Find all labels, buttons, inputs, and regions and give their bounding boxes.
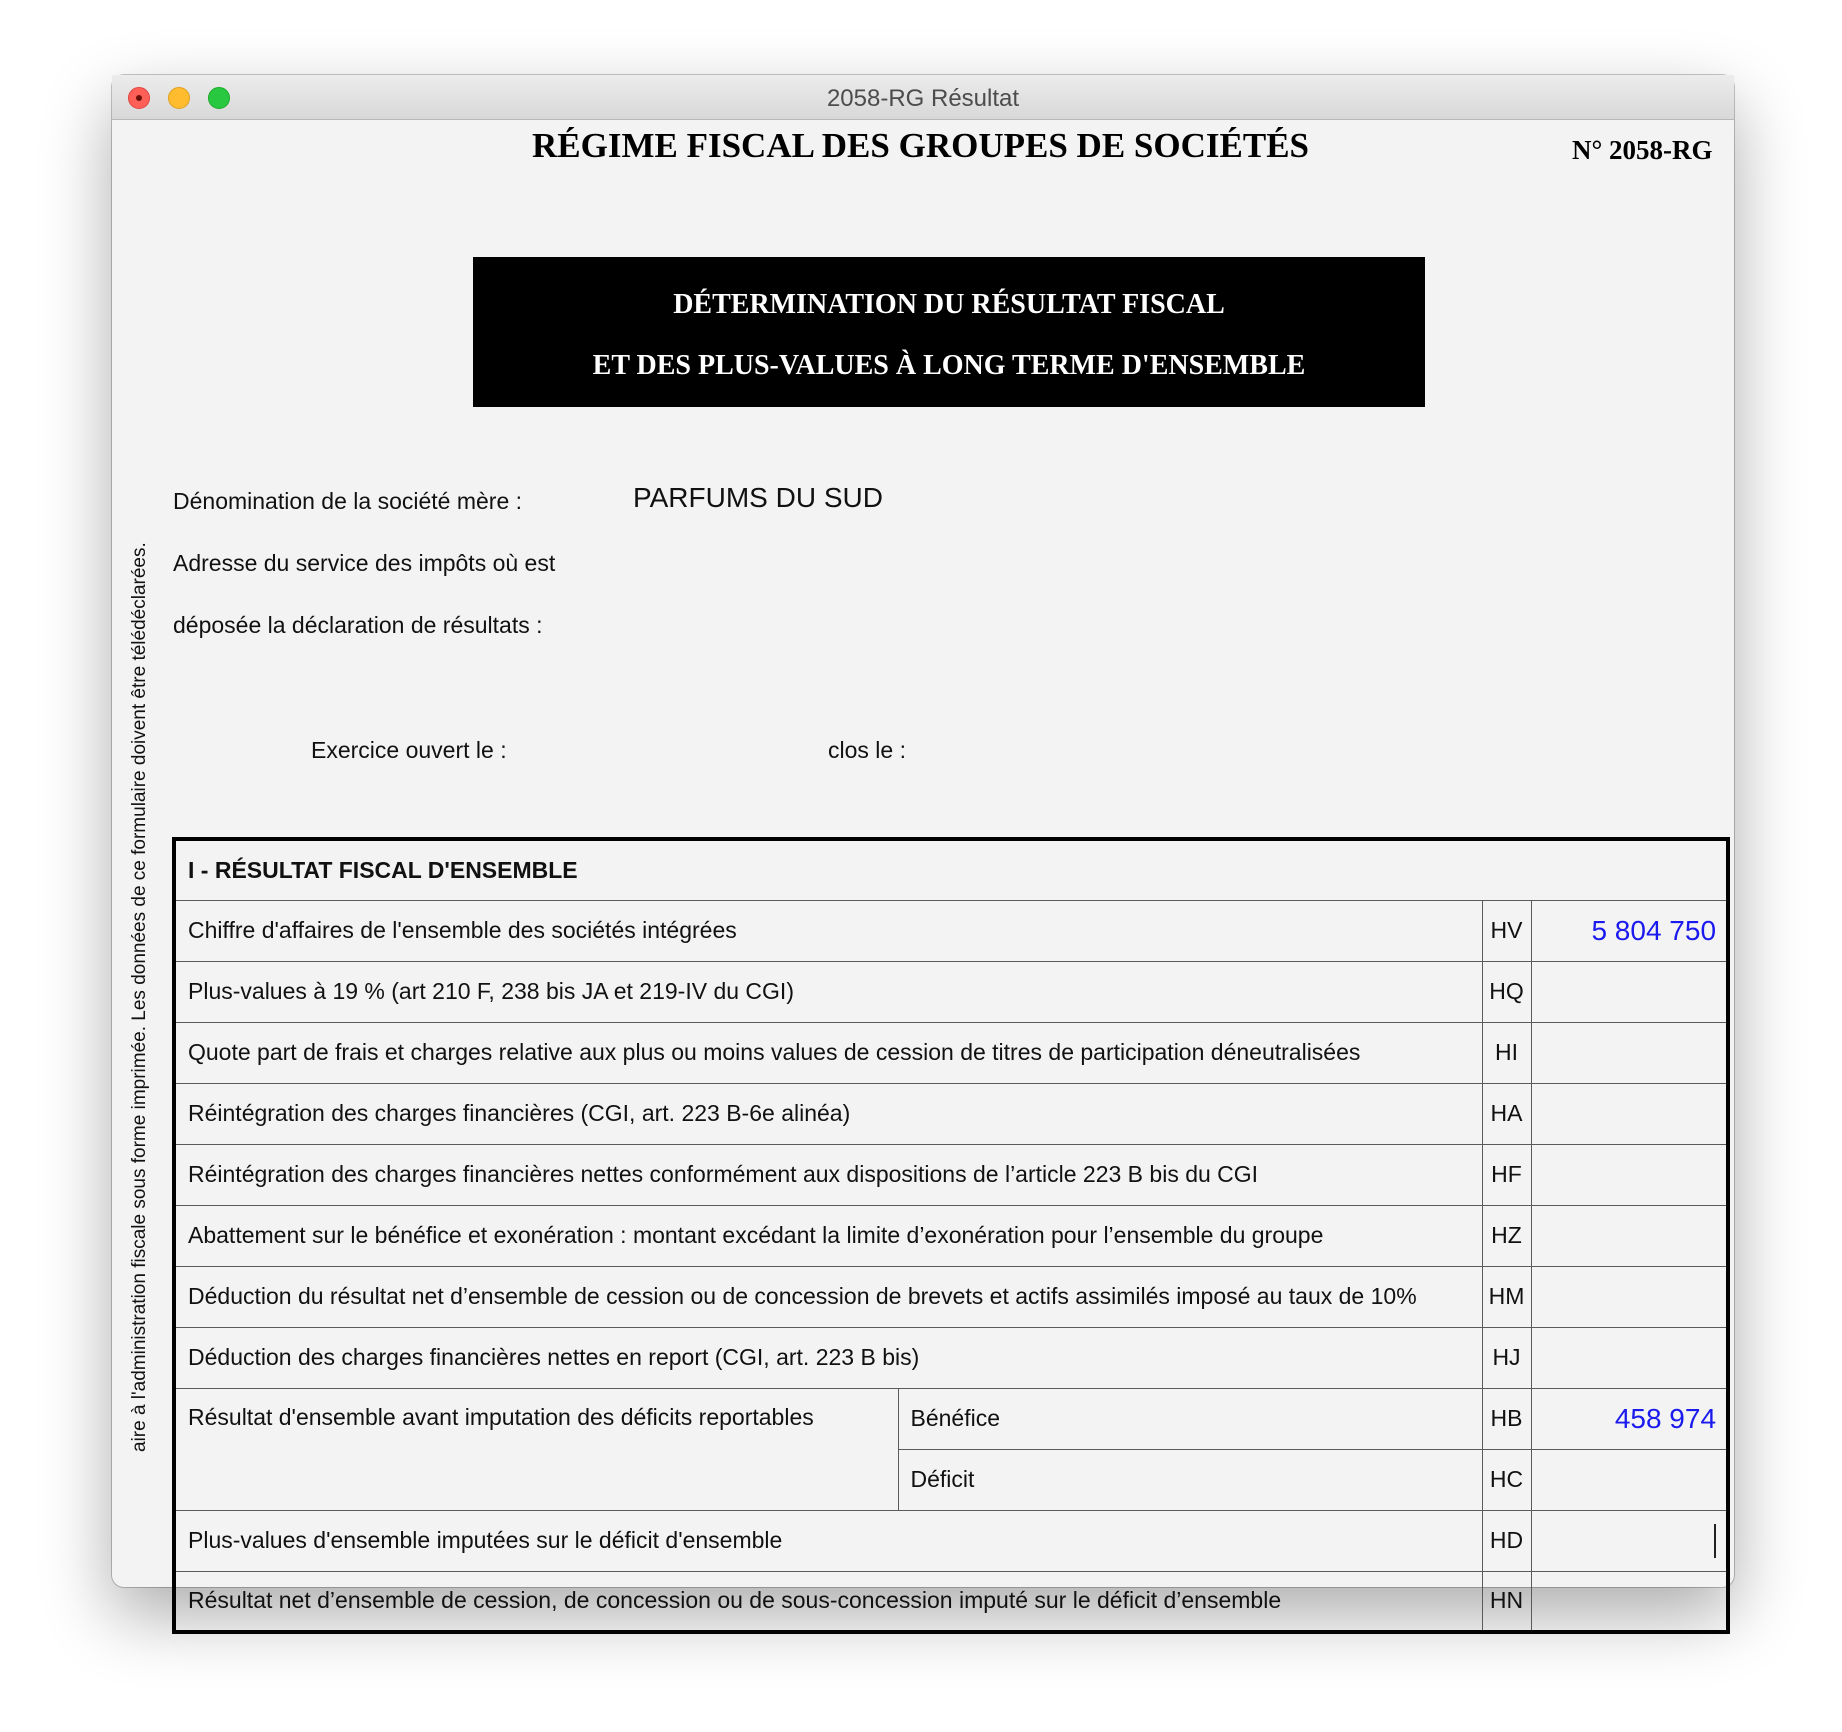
field-hi[interactable] [1531,1022,1728,1083]
row-code: HN [1482,1571,1531,1632]
row-label: Déduction des charges financières nettes en report (CGI, art. 223 B bis) [174,1327,1482,1388]
row-code: HQ [1482,961,1531,1022]
field-hn[interactable] [1531,1571,1728,1632]
side-note: aire à l'administration fiscale sous forme imprimée. Les données de ce formulaire doivent être télédéclarées. [129,542,150,1452]
row-code: HJ [1482,1327,1531,1388]
section-header-row [174,839,1728,900]
opened-label: Exercice ouvert le : [311,737,507,763]
field-hv[interactable]: 5 804 750 [1531,900,1728,961]
row-code: HZ [1482,1205,1531,1266]
field-hf[interactable] [1531,1144,1728,1205]
row-code: HV [1482,900,1531,961]
table-row [174,1083,1728,1144]
table-row [174,1266,1728,1327]
field-hq[interactable] [1531,961,1728,1022]
table-row [174,1144,1728,1205]
field-hc[interactable] [1531,1449,1728,1510]
form-content[interactable] [112,120,1734,1614]
table-row [174,1388,1728,1449]
address-label-2: déposée la déclaration de résultats : [173,612,543,638]
row-label: Quote part de frais et charges relative aux plus ou moins values de cession de titres de participation déneutralisées [174,1022,1482,1083]
deficit-label: Déficit [898,1449,1482,1510]
form-number: N° 2058-RG [1572,135,1713,165]
benefit-label: Bénéfice [898,1388,1482,1449]
table-row [174,1327,1728,1388]
row-label: Plus-values d'ensemble imputées sur le déficit d'ensemble [174,1510,1482,1571]
field-hz[interactable] [1531,1205,1728,1266]
row-code: HC [1482,1449,1531,1510]
field-hm[interactable] [1531,1266,1728,1327]
banner-line-2: ET DES PLUS-VALUES À LONG TERME D'ENSEMBLE [592,350,1306,381]
form-title: RÉGIME FISCAL DES GROUPES DE SOCIÉTÉS [532,126,1310,165]
row-label: Réintégration des charges financières nettes conformément aux dispositions de l’article 223 B bis du CGI [174,1144,1482,1205]
field-ha[interactable] [1531,1083,1728,1144]
result-label: Résultat d'ensemble avant imputation des déficits reportables [174,1388,898,1510]
field-hb[interactable]: 458 974 [1531,1388,1728,1449]
row-code: HA [1482,1083,1531,1144]
table-row [174,1022,1728,1083]
row-code: HF [1482,1144,1531,1205]
banner [473,257,1425,407]
field-hd[interactable] [1531,1510,1728,1571]
address-label-1: Adresse du service des impôts où est [173,550,556,576]
row-label: Chiffre d'affaires de l'ensemble des sociétés intégrées [174,900,1482,961]
table-row [174,1571,1728,1632]
row-label: Réintégration des charges financières (CGI, art. 223 B-6e alinéa) [174,1083,1482,1144]
closed-label: clos le : [828,737,906,763]
table-row [174,1205,1728,1266]
table-row [174,1510,1728,1571]
row-label: Plus-values à 19 % (art 210 F, 238 bis JA et 219-IV du CGI) [174,961,1482,1022]
app-window [112,75,1734,1614]
row-code: HB [1482,1388,1531,1449]
window-title: 2058-RG Résultat [826,85,1020,112]
row-code: HM [1482,1266,1531,1327]
company-label: Dénomination de la société mère : [173,488,523,514]
result-table [172,837,1730,1634]
section-title: I - RÉSULTAT FISCAL D'ENSEMBLE [174,839,1728,900]
row-label: Abattement sur le bénéfice et exonération : montant excédant la limite d’exonération pour l’ensemble du groupe [174,1205,1482,1266]
field-hj[interactable] [1531,1327,1728,1388]
row-label: Résultat net d’ensemble de cession, de concession ou de sous-concession imputé sur le déficit d’ensemble [174,1571,1482,1632]
company-field[interactable]: PARFUMS DU SUD [633,482,883,513]
row-label: Déduction du résultat net d’ensemble de cession ou de concession de brevets et actifs assimilés imposé au taux de 10% [174,1266,1482,1327]
row-code: HI [1482,1022,1531,1083]
row-code: HD [1482,1510,1531,1571]
banner-line-1: DÉTERMINATION DU RÉSULTAT FISCAL [673,289,1225,320]
table-row [174,900,1728,961]
text-cursor [1714,1524,1716,1558]
table-row [174,961,1728,1022]
title-bar[interactable] [112,75,1734,120]
